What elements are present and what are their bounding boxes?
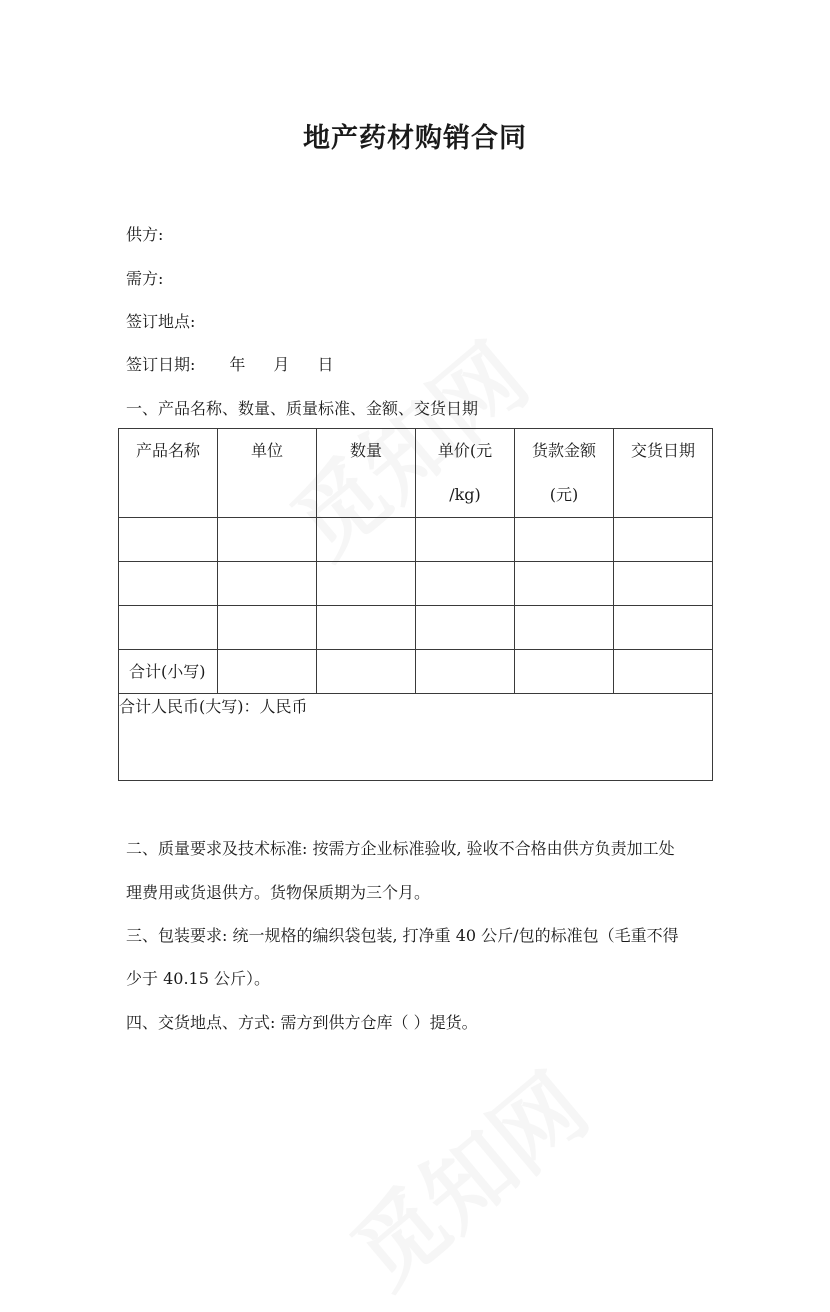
- subtotal-row: [119, 650, 713, 694]
- cell[interactable]: [218, 518, 317, 562]
- table-row: [119, 562, 713, 606]
- subtotal-label: 合计(小写): [119, 650, 218, 694]
- cell[interactable]: [218, 650, 317, 694]
- cell[interactable]: [416, 606, 515, 650]
- total-rmb-row: [119, 694, 713, 781]
- clause-2-line-1: 二、质量要求及技术标准: 按需方企业标准验收, 验收不合格由供方负责加工处: [126, 839, 675, 858]
- cell[interactable]: [416, 650, 515, 694]
- cell[interactable]: [416, 518, 515, 562]
- watermark-bottom: [320, 1038, 610, 1311]
- cell[interactable]: [416, 562, 515, 606]
- cell[interactable]: [317, 562, 416, 606]
- buyer-field: 需方:: [126, 269, 164, 288]
- product-table: [118, 428, 713, 781]
- header-unit-price: 单价(元 /kg): [416, 429, 515, 518]
- clause-3-line-1: 三、包装要求: 统一规格的编织袋包装, 打净重 40 公斤/包的标准包（毛重不得: [126, 926, 679, 945]
- clause-4: 四、交货地点、方式: 需方到供方仓库（ ）提货。: [126, 1013, 478, 1032]
- header-delivery-date: 交货日期: [614, 429, 713, 518]
- cell[interactable]: [515, 650, 614, 694]
- date-label: 签订日期:: [126, 355, 196, 374]
- date-month: 月: [273, 355, 290, 374]
- cell[interactable]: [218, 606, 317, 650]
- cell[interactable]: [119, 562, 218, 606]
- cell[interactable]: [317, 606, 416, 650]
- table-header-row: [119, 429, 713, 518]
- total-rmb-label: 合计人民币(大写)：人民币: [119, 694, 713, 781]
- date-year: 年: [229, 355, 246, 374]
- date-day: 日: [317, 355, 334, 374]
- cell[interactable]: [614, 606, 713, 650]
- cell[interactable]: [317, 518, 416, 562]
- document-title: 地产药材购销合同: [303, 123, 527, 154]
- cell[interactable]: [119, 606, 218, 650]
- cell[interactable]: [515, 518, 614, 562]
- cell[interactable]: [614, 650, 713, 694]
- table-row: [119, 518, 713, 562]
- clause-3-line-2: 少于 40.15 公斤）。: [126, 969, 270, 988]
- cell[interactable]: [614, 562, 713, 606]
- cell[interactable]: [119, 518, 218, 562]
- supplier-field: 供方:: [126, 225, 164, 244]
- header-amount: 货款金额 (元): [515, 429, 614, 518]
- cell[interactable]: [614, 518, 713, 562]
- date-field: [126, 352, 333, 375]
- cell[interactable]: [317, 650, 416, 694]
- header-unit: 单位: [218, 429, 317, 518]
- section-1-heading: 一、产品名称、数量、质量标准、金额、交货日期: [126, 399, 479, 418]
- cell[interactable]: [515, 562, 614, 606]
- header-product-name: 产品名称: [119, 429, 218, 518]
- cell[interactable]: [218, 562, 317, 606]
- place-field: 签订地点:: [126, 312, 196, 331]
- clause-2-line-2: 理费用或货退供方。货物保质期为三个月。: [126, 883, 431, 902]
- cell[interactable]: [515, 606, 614, 650]
- table-row: [119, 606, 713, 650]
- header-quantity: 数量: [317, 429, 416, 518]
